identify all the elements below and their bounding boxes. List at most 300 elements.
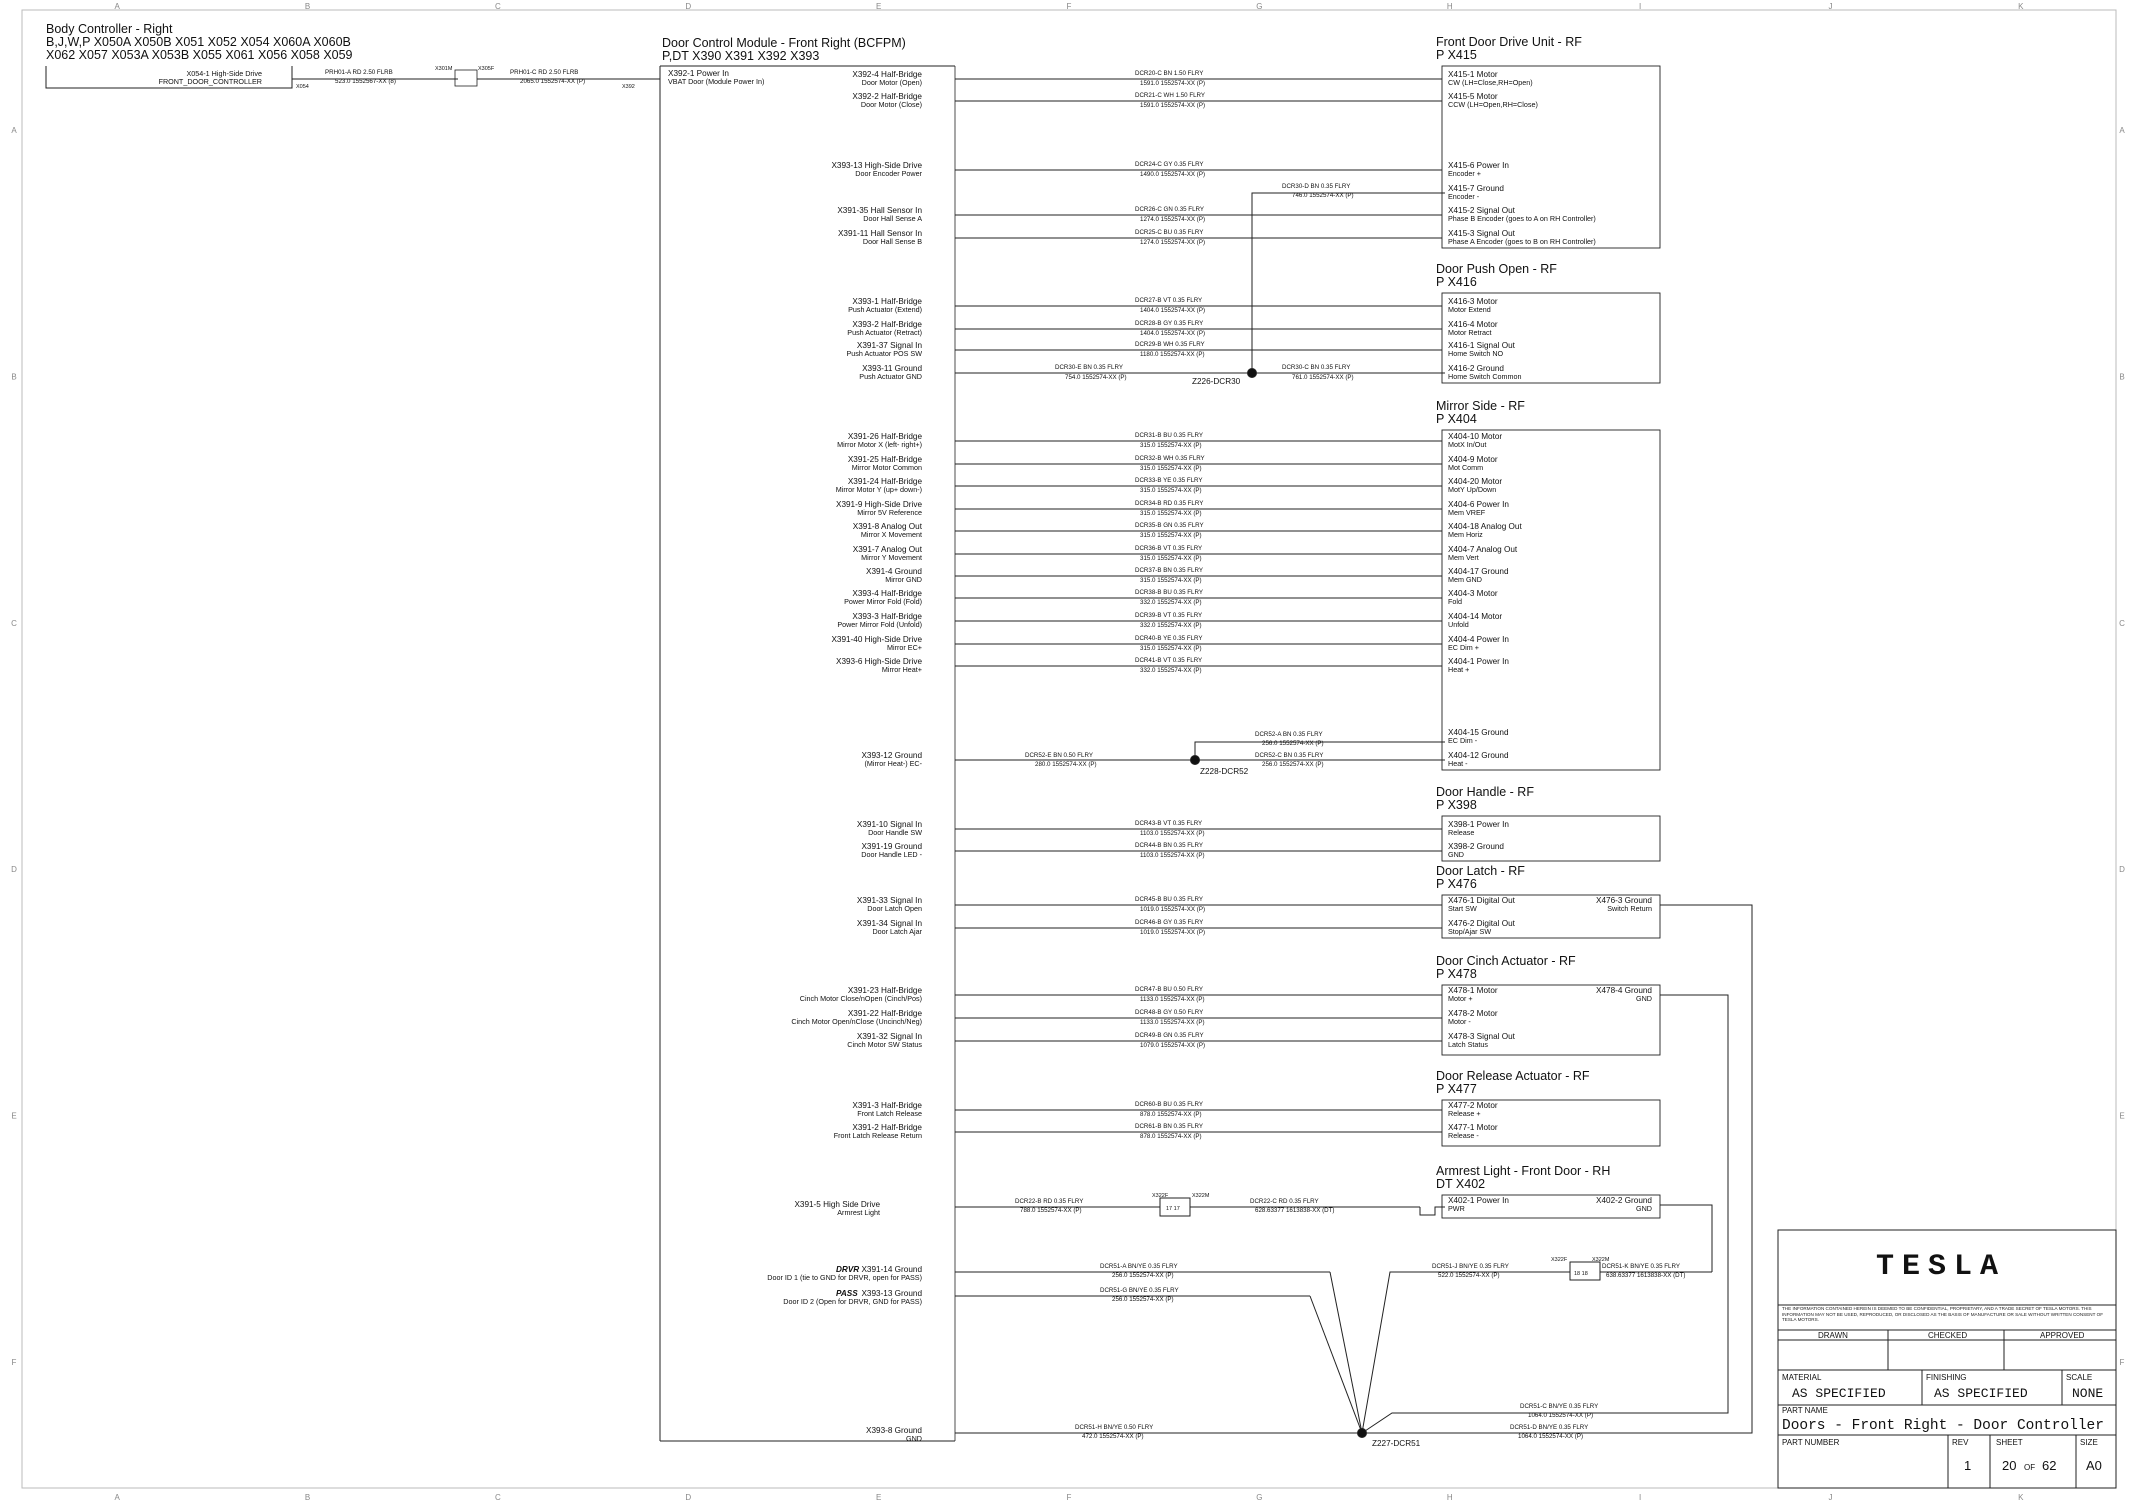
- dcm-pin-desc: Door Motor (Close): [860, 100, 922, 109]
- wire-spec: 878.0 1552574-XX (P): [1140, 1111, 1202, 1118]
- dcm-pin-desc: (Mirror Heat-) EC-: [864, 759, 922, 768]
- dcm-pin-desc: Push Actuator (Retract): [847, 328, 922, 337]
- wire-spec: 315.0 1552574-XX (P): [1140, 555, 1202, 562]
- splice-connector-in: X301M: [435, 66, 453, 72]
- device-right-pin-label: X402-2 Ground: [1596, 1196, 1652, 1205]
- grid-col-top: I: [1638, 2, 1642, 11]
- dcm-pin-label: X393-6 High-Side Drive: [835, 657, 922, 666]
- ground-desc: GND: [906, 1434, 922, 1443]
- dcm-pin-label: X392-2 Half-Bridge: [852, 92, 922, 101]
- push-ground-wire-left: DCR30-E BN 0.35 FLRY: [1055, 364, 1123, 371]
- device-pin-label: X415-7 Ground: [1448, 184, 1504, 193]
- wire-label: DCR36-B VT 0.35 FLRY: [1135, 545, 1203, 552]
- wire-spec: 315.0 1552574-XX (P): [1140, 465, 1202, 472]
- armrest-wire-left-2: 788.0 1552574-XX (P): [1020, 1207, 1082, 1214]
- device-pin-label: X477-2 Motor: [1448, 1101, 1498, 1110]
- dcm-pin-label: X391-26 Half-Bridge: [847, 432, 922, 441]
- device-pin-desc: Mem VREF: [1448, 508, 1486, 517]
- device-pin-label: X398-1 Power In: [1448, 820, 1509, 829]
- checked-label: CHECKED: [1928, 1331, 1968, 1340]
- pass-pin: X393-13 Ground: [861, 1289, 922, 1298]
- z227-wire-d: DCR51-D BN/YE 0.35 FLRY: [1510, 1424, 1589, 1431]
- grid-col-bottom: J: [1828, 1493, 1833, 1502]
- z227-wire-c-2: 1064.0 1552574-XX (P): [1528, 1412, 1594, 1419]
- device-pin-label: X404-3 Motor: [1448, 589, 1498, 598]
- dcm-pin-desc: Power Mirror Fold (Unfold): [837, 620, 922, 629]
- device-pin-label: X404-17 Ground: [1448, 567, 1509, 576]
- wire-spec: 1103.0 1552574-XX (P): [1140, 830, 1205, 837]
- grid-col-bottom: F: [1066, 1493, 1072, 1502]
- pin-row: [1448, 1196, 1509, 1213]
- wire-spec: 315.0 1552574-XX (P): [1140, 532, 1202, 539]
- door-id-conn-pins: 18 18: [1574, 1271, 1588, 1277]
- pin-row: [844, 589, 1498, 606]
- device-right-pin-desc: GND: [1636, 1204, 1652, 1213]
- pin-row: [852, 1101, 1498, 1118]
- size-label: SIZE: [2080, 1438, 2098, 1447]
- armrest-conn-left: X322F: [1152, 1193, 1169, 1199]
- device-pin-label: X404-9 Motor: [1448, 455, 1498, 464]
- grid-col-top: H: [1446, 2, 1453, 11]
- dcm-pin-label: X391-33 Signal In: [856, 896, 922, 905]
- dcm-pin-label: X391-3 Half-Bridge: [852, 1101, 922, 1110]
- pin-row: [852, 70, 1532, 87]
- dcm-pin-label: X391-40 High-Side Drive: [831, 635, 922, 644]
- dcm-pin-desc: Push Actuator POS SW: [846, 349, 922, 358]
- device-pin-label: X404-18 Analog Out: [1448, 522, 1522, 531]
- dcm-title: Door Control Module - Front Right (BCFPM): [662, 36, 906, 50]
- device-pin-desc: Mem Horiz: [1448, 530, 1483, 539]
- body-controller-title: Body Controller - Right: [46, 22, 173, 36]
- sheet-border: [22, 10, 2116, 1488]
- device-pin-label: X404-14 Motor: [1448, 612, 1503, 621]
- ground-wire: DCR51-H BN/YE 0.50 FLRY: [1075, 1424, 1154, 1431]
- connector-group: [834, 1069, 1660, 1146]
- dcm-pin-desc: Power Mirror Fold (Fold): [844, 597, 922, 606]
- wire-spec: 332.0 1552574-XX (P): [1140, 599, 1202, 606]
- grid-row-left: F: [11, 1357, 17, 1367]
- splice-z226-label: Z226-DCR30: [1192, 377, 1241, 386]
- device-pin-desc: Encoder -: [1448, 192, 1480, 201]
- device-pin-label: X404-20 Motor: [1448, 477, 1503, 486]
- grid-col-top: E: [875, 2, 882, 11]
- device-pin-desc: Unfold: [1448, 620, 1469, 629]
- wire-spec: 1274.0 1552574-XX (P): [1140, 239, 1206, 246]
- title-block: [1778, 1230, 2116, 1488]
- material-value: AS SPECIFIED: [1792, 1386, 1886, 1401]
- wire-label: DCR27-B VT 0.35 FLRY: [1135, 297, 1203, 304]
- pin-row: [857, 919, 1516, 936]
- dcm-pin-desc: Mirror Motor X (left- right+): [837, 440, 922, 449]
- drvr-wire-2: 256.0 1552574-XX (P): [1112, 1272, 1174, 1279]
- wire-spec: 1404.0 1552574-XX (P): [1140, 330, 1206, 337]
- dcm-pin-label: X391-7 Analog Out: [852, 545, 922, 554]
- armrest-wire-right: DCR22-C RD 0.35 FLRY: [1250, 1198, 1319, 1205]
- grid-row-right: B: [2119, 372, 2125, 382]
- device-pin-label: X478-3 Signal Out: [1448, 1032, 1515, 1041]
- door-id-conn-right: X322M: [1592, 1257, 1610, 1263]
- dcm-pin-label: X393-2 Half-Bridge: [852, 320, 922, 329]
- pin-row: [848, 455, 1498, 472]
- grid-col-top: A: [114, 2, 120, 11]
- dcm-pin-desc: Door Encoder Power: [855, 169, 922, 178]
- wire-label: DCR39-B VT 0.35 FLRY: [1135, 612, 1203, 619]
- wire-label: DCR21-C WH 1.50 FLRY: [1135, 92, 1206, 99]
- wire-label: DCR61-B BN 0.35 FLRY: [1135, 1123, 1203, 1130]
- device-pin-desc: Release -: [1448, 1131, 1479, 1140]
- push-ground-wire-right: DCR30-C BN 0.35 FLRY: [1282, 364, 1351, 371]
- device-pin-desc: PWR: [1448, 1204, 1465, 1213]
- grid-col-bottom: A: [114, 1493, 120, 1502]
- mirror-ground-wire-up-2: 256.0 1552574-XX (P): [1262, 740, 1324, 747]
- device-pin-desc: EC Dim -: [1448, 736, 1478, 745]
- device-pin-desc: Motor Extend: [1448, 305, 1491, 314]
- finishing-value: AS SPECIFIED: [1934, 1386, 2028, 1401]
- device-pin-label: X402-1 Power In: [1448, 1196, 1509, 1205]
- door-id-wire-right: DCR51-J BN/YE 0.35 FLRY: [1432, 1263, 1509, 1270]
- mirror-ground-wire-up: DCR52-A BN 0.35 FLRY: [1255, 731, 1323, 738]
- device-pin-desc: MotX In/Out: [1448, 440, 1487, 449]
- dcm-pin-label: X393-11 Ground: [862, 364, 922, 373]
- wire-spec: 878.0 1552574-XX (P): [1140, 1133, 1202, 1140]
- dcm-pin-label: X391-37 Signal In: [856, 341, 922, 350]
- armrest-dcm-desc: Armrest Light: [837, 1208, 880, 1217]
- wire-label: DCR46-B GY 0.35 FLRY: [1135, 919, 1204, 926]
- dcm-pin-desc: Cinch Motor Close/nOpen (Cinch/Pos): [799, 994, 922, 1003]
- pin-row: [831, 161, 1509, 178]
- connector-subtitle: P X404: [1436, 412, 1477, 426]
- device-pin-desc: GND: [1448, 850, 1464, 859]
- wire-label: DCR41-B VT 0.35 FLRY: [1135, 657, 1203, 664]
- grid-col-bottom: I: [1638, 1493, 1642, 1502]
- dcm-pin-desc: Cinch Motor SW Status: [847, 1040, 922, 1049]
- device-right-pin-label: X478-4 Ground: [1596, 986, 1652, 995]
- dcm-pin-label: X391-19 Ground: [861, 842, 922, 851]
- device-pin-label: X478-2 Motor: [1448, 1009, 1498, 1018]
- wire-spec: 1180.0 1552574-XX (P): [1140, 351, 1205, 358]
- pin-row: [837, 206, 1595, 223]
- pin-row: [847, 341, 1516, 358]
- pin-row: [831, 635, 1509, 652]
- connector-group: [831, 399, 1660, 770]
- drvr-wire: DCR51-A BN/YE 0.35 FLRY: [1100, 1263, 1178, 1270]
- connector-group: [791, 954, 1690, 1055]
- splice-z227-label: Z227-DCR51: [1372, 1439, 1421, 1448]
- splice-connector-out: X305F: [478, 66, 495, 72]
- grid-row-left: A: [11, 126, 17, 136]
- wire-spec: 315.0 1552574-XX (P): [1140, 645, 1202, 652]
- device-pin-label: X404-12 Ground: [1448, 751, 1509, 760]
- mirror-ground-wire-left: DCR52-E BN 0.50 FLRY: [1025, 752, 1093, 759]
- dcm-pin-desc: Door Motor (Open): [861, 78, 922, 87]
- pin-row: [847, 320, 1498, 337]
- grid-col-bottom: K: [2018, 1493, 2024, 1502]
- grid-row-left: E: [11, 1111, 17, 1121]
- device-pin-desc: Phase A Encoder (goes to B on RH Controller): [1448, 237, 1596, 246]
- wire-label: DCR35-B GN 0.35 FLRY: [1135, 522, 1204, 529]
- device-pin-desc: Stop/Ajar SW: [1448, 927, 1492, 936]
- connector-title: Mirror Side - RF: [1436, 399, 1525, 413]
- push-ground-wire-left-2: 754.0 1552574-XX (P): [1065, 374, 1127, 381]
- device-pin-desc: Home Switch NO: [1448, 349, 1504, 358]
- wire-spec: 1490.0 1552574-XX (P): [1140, 171, 1206, 178]
- device-pin-label: X404-10 Motor: [1448, 432, 1503, 441]
- device-pin-label: X404-4 Power In: [1448, 635, 1509, 644]
- connector-group: [847, 262, 1661, 383]
- device-pin-desc: Start SW: [1448, 904, 1477, 913]
- connector-title: Door Cinch Actuator - RF: [1436, 954, 1576, 968]
- grid-row-right: E: [2119, 1111, 2125, 1121]
- device-pin-desc: Latch Status: [1448, 1040, 1488, 1049]
- wire-spec: 1019.0 1552574-XX (P): [1140, 929, 1206, 936]
- device-pin-desc: Motor -: [1448, 1017, 1471, 1026]
- wire-spec: 1079.0 1552574-XX (P): [1140, 1042, 1206, 1049]
- device-pin-desc: Heat -: [1448, 759, 1468, 768]
- connector-title: Armrest Light - Front Door - RH: [1436, 1164, 1611, 1178]
- wire-spec: 315.0 1552574-XX (P): [1140, 577, 1202, 584]
- connector-subtitle: P X478: [1436, 967, 1477, 981]
- tesla-logo: TESLA: [1876, 1250, 2007, 1284]
- device-pin-label: X477-1 Motor: [1448, 1123, 1498, 1132]
- pin-row: [853, 545, 1518, 562]
- scale-value: NONE: [2072, 1386, 2104, 1401]
- ground-pin: X393-8 Ground: [866, 1426, 922, 1435]
- device-pin-label: X416-3 Motor: [1448, 297, 1498, 306]
- dcm-pin-label: X391-23 Half-Bridge: [847, 986, 922, 995]
- bcm-wire-2b: 2065.0 1552574-XX (P): [520, 78, 586, 85]
- connector-title: Door Push Open - RF: [1436, 262, 1557, 276]
- grid-col-bottom: D: [685, 1493, 692, 1502]
- dcm-pin-desc: Cinch Motor Open/nClose (Uncinch/Neg): [791, 1017, 922, 1026]
- pin-row: [836, 477, 1503, 494]
- wire-label: DCR45-B BU 0.35 FLRY: [1135, 896, 1203, 903]
- wire-label: DCR49-B GN 0.35 FLRY: [1135, 1032, 1204, 1039]
- dcm-pin-label: X391-24 Half-Bridge: [847, 477, 922, 486]
- door-id-conn-left: X322F: [1551, 1257, 1568, 1263]
- wire-spec: 1133.0 1552574-XX (P): [1140, 996, 1205, 1003]
- grid-col-top: J: [1828, 2, 1833, 11]
- pin-row: [848, 297, 1498, 314]
- dcm-pin-desc: Door Handle LED -: [861, 850, 922, 859]
- splice-z226-dot: [1248, 369, 1257, 378]
- ground-wire-2: 472.0 1552574-XX (P): [1082, 1433, 1144, 1440]
- pin-row: [1448, 184, 1504, 201]
- finishing-label: FINISHING: [1926, 1373, 1967, 1382]
- grid-row-right: A: [2119, 126, 2125, 136]
- grid-row-right: F: [2119, 1357, 2125, 1367]
- connector-groups: [791, 35, 1690, 1218]
- approved-label: APPROVED: [2040, 1331, 2085, 1340]
- dcm-pin-desc: Push Actuator (Extend): [848, 305, 922, 314]
- scale-label: SCALE: [2066, 1373, 2093, 1382]
- dcm-pin-desc: Front Latch Release: [857, 1109, 922, 1118]
- dcm-pin-desc: Mirror EC+: [887, 643, 922, 652]
- device-pin-label: X476-2 Digital Out: [1448, 919, 1515, 928]
- dcm-pin-label: X391-32 Signal In: [856, 1032, 922, 1041]
- pin-row: [800, 986, 1498, 1003]
- device-pin-desc: CW (LH=Close,RH=Open): [1448, 78, 1533, 87]
- pass-tag: PASS: [836, 1289, 858, 1298]
- connector-title: Front Door Drive Unit - RF: [1436, 35, 1582, 49]
- device-pin-label: X478-1 Motor: [1448, 986, 1498, 995]
- dcm-pin-desc: Mirror Motor Y (up+ down-): [835, 485, 922, 494]
- device-pin-desc: MotY Up/Down: [1448, 485, 1497, 494]
- grid-col-top: C: [495, 2, 501, 11]
- dcm-pin-desc: Door Latch Ajar: [872, 927, 922, 936]
- pin-row: [866, 567, 1509, 584]
- connector-subtitle: P X415: [1436, 48, 1477, 62]
- dcm-pin-label: X391-8 Analog Out: [852, 522, 922, 531]
- device-pin-desc: CCW (LH=Open,RH=Close): [1448, 100, 1538, 109]
- drawn-label: DRAWN: [1818, 1331, 1848, 1340]
- dcm-pin-label: X391-4 Ground: [866, 567, 922, 576]
- dcm-pin-desc: Door Hall Sense A: [863, 214, 922, 223]
- dcm-pin-desc: Mirror 5V Reference: [857, 508, 922, 517]
- wire-spec: 332.0 1552574-XX (P): [1140, 622, 1202, 629]
- armrest-conn-pins: 17 17: [1166, 1206, 1180, 1212]
- connector-group: [857, 785, 1660, 861]
- dcm-pin-label: X391-11 Hall Sensor In: [837, 229, 922, 238]
- device-pin-desc: Motor Retract: [1448, 328, 1492, 337]
- grid-row-left: D: [11, 865, 17, 875]
- sheet-of: OF: [2024, 1463, 2036, 1472]
- device-pin-desc: Encoder +: [1448, 169, 1481, 178]
- bcm-wire-1b: 523.0 1552567-XX (8): [335, 78, 396, 85]
- pin-row: [838, 229, 1596, 246]
- wire-spec: 1404.0 1552574-XX (P): [1140, 307, 1206, 314]
- door-id-wire-far: DCR51-K BN/YE 0.35 FLRY: [1602, 1263, 1680, 1270]
- grid-col-bottom: B: [304, 1493, 311, 1502]
- sheet-value: 20: [2002, 1458, 2017, 1473]
- rev-value: 1: [1964, 1458, 1972, 1473]
- wire-label: DCR44-B BN 0.35 FLRY: [1135, 842, 1203, 849]
- device-pin-label: X415-5 Motor: [1448, 92, 1498, 101]
- device-pin-label: X415-6 Power In: [1448, 161, 1509, 170]
- wire-spec: 1133.0 1552574-XX (P): [1140, 1019, 1205, 1026]
- connector-subtitle: P X398: [1436, 798, 1477, 812]
- armrest-dcm-pin: X391-5 High Side Drive: [794, 1200, 880, 1209]
- dcm-pin-desc: Mirror Motor Common: [851, 463, 922, 472]
- mirror-ground-wire-right: DCR52-C BN 0.35 FLRY: [1255, 752, 1324, 759]
- pin-row: [857, 896, 1516, 913]
- grid-col-top: K: [2018, 2, 2024, 11]
- dcm-pin-desc: Mirror X Movement: [860, 530, 922, 539]
- connector-title: Door Release Actuator - RF: [1436, 1069, 1590, 1083]
- size-value: A0: [2086, 1458, 2102, 1473]
- wire-label: DCR28-B GY 0.35 FLRY: [1135, 320, 1204, 327]
- device-pin-desc: Mem GND: [1448, 575, 1482, 584]
- encoder-ground-wire: DCR30-D BN 0.35 FLRY: [1282, 183, 1351, 190]
- pin-row: [861, 842, 1504, 859]
- dcm-id-pins: [767, 1200, 922, 1443]
- dcm-subtitle: P,DT X390 X391 X392 X393: [662, 49, 820, 63]
- wire-label: DCR34-B RD 0.35 FLRY: [1135, 500, 1204, 507]
- sheet-label: SHEET: [1996, 1438, 2023, 1447]
- wire-spec: 332.0 1552574-XX (P): [1140, 667, 1202, 674]
- grid-col-bottom: H: [1446, 1493, 1453, 1502]
- body-controller-connectors-2: X062 X057 X053A X053B X055 X061 X056 X058 X059: [46, 48, 353, 62]
- device-pin-desc: Home Switch Common: [1448, 372, 1522, 381]
- splice-z227-dot: [1358, 1429, 1367, 1438]
- mirror-ground-wire-left-2: 280.0 1552574-XX (P): [1035, 761, 1097, 768]
- device-pin-desc: Motor +: [1448, 994, 1473, 1003]
- device-pin-desc: Heat +: [1448, 665, 1470, 674]
- dcm-pin-label: X391-35 Hall Sensor In: [837, 206, 922, 215]
- dcm-power-desc: VBAT Door (Module Power In): [668, 77, 765, 86]
- device-pin-label: X415-2 Signal Out: [1448, 206, 1515, 215]
- grid-col-top: F: [1066, 2, 1072, 11]
- splice-z228-dot: [1191, 756, 1200, 765]
- material-label: MATERIAL: [1782, 1373, 1822, 1382]
- dcm-power-pin: X392-1 Power In: [668, 69, 729, 78]
- dcm-pin-desc: Door Hall Sense B: [862, 237, 922, 246]
- device-right-pin-desc: Switch Return: [1607, 904, 1652, 913]
- device-pin-label: X415-1 Motor: [1448, 70, 1498, 79]
- device-pin-desc: Release +: [1448, 1109, 1481, 1118]
- wire-spec: 315.0 1552574-XX (P): [1140, 487, 1202, 494]
- device-pin-label: X415-3 Signal Out: [1448, 229, 1515, 238]
- device-pin-desc: EC Dim +: [1448, 643, 1479, 652]
- device-pin-desc: Fold: [1448, 597, 1462, 606]
- part-name-value: Doors - Front Right - Door Controller: [1782, 1418, 2104, 1434]
- dcm-pin-label: X392-4 Half-Bridge: [852, 70, 922, 79]
- bcm-wire-2: PRH01-C RD 2.50 FLRB: [510, 69, 579, 76]
- device-pin-label: X416-4 Motor: [1448, 320, 1498, 329]
- drvr-tag: DRVR: [836, 1265, 860, 1274]
- wire-label: DCR60-B BU 0.35 FLRY: [1135, 1101, 1203, 1108]
- dcm-pin-label: X391-34 Signal In: [856, 919, 922, 928]
- wire-label: DCR20-C BN 1.50 FLRY: [1135, 70, 1204, 77]
- device-pin-desc: Phase B Encoder (goes to A on RH Controller): [1448, 214, 1596, 223]
- encoder-ground-wire-2: 746.0 1552574-XX (P): [1292, 192, 1354, 199]
- wire-spec: 1274.0 1552574-XX (P): [1140, 216, 1206, 223]
- dcm-conn-tag-x392: X392: [622, 84, 635, 90]
- device-pin-label: X404-15 Ground: [1448, 728, 1509, 737]
- ground-splices: [955, 183, 1752, 1448]
- device-pin-desc: Mem Vert: [1448, 553, 1479, 562]
- dcm-pin-label: X391-25 Half-Bridge: [847, 455, 922, 464]
- armrest-conn-right: X322M: [1192, 1193, 1210, 1199]
- grid-row-left: C: [11, 618, 17, 628]
- bcm-pin-label: X054-1 High-Side Drive: [186, 69, 262, 78]
- grid-col-bottom: G: [1256, 1493, 1263, 1502]
- dcm-pin-label: X393-4 Half-Bridge: [852, 589, 922, 598]
- grid-col-bottom: E: [875, 1493, 882, 1502]
- part-name-label: PART NAME: [1782, 1406, 1828, 1415]
- wire-label: DCR25-C BU 0.35 FLRY: [1135, 229, 1204, 236]
- connector-title: Door Handle - RF: [1436, 785, 1534, 799]
- device-pin-label: X416-2 Ground: [1448, 364, 1504, 373]
- grid-col-top: D: [685, 2, 692, 11]
- wire-label: DCR47-B BU 0.50 FLRY: [1135, 986, 1203, 993]
- device-pin-label: X404-6 Power In: [1448, 500, 1509, 509]
- wire-label: DCR48-B GY 0.50 FLRY: [1135, 1009, 1204, 1016]
- wire-spec: 1103.0 1552574-XX (P): [1140, 852, 1205, 859]
- device-right-pin-desc: GND: [1636, 994, 1652, 1003]
- pin-row: [836, 657, 1509, 674]
- pin-row: [836, 500, 1509, 517]
- pin-row: [1448, 728, 1509, 745]
- dcm-pin-desc: Door Handle SW: [868, 828, 922, 837]
- wire-label: DCR31-B BU 0.35 FLRY: [1135, 432, 1203, 439]
- body-controller-block: [46, 22, 660, 90]
- pin-row: [853, 522, 1523, 539]
- wire-spec: 315.0 1552574-XX (P): [1140, 510, 1202, 517]
- dcm-pin-desc: Push Actuator GND: [859, 372, 922, 381]
- wire-label: DCR24-C GY 0.35 FLRY: [1135, 161, 1204, 168]
- connector-group: [831, 35, 1660, 248]
- device-pin-desc: Mot Comm: [1448, 463, 1484, 472]
